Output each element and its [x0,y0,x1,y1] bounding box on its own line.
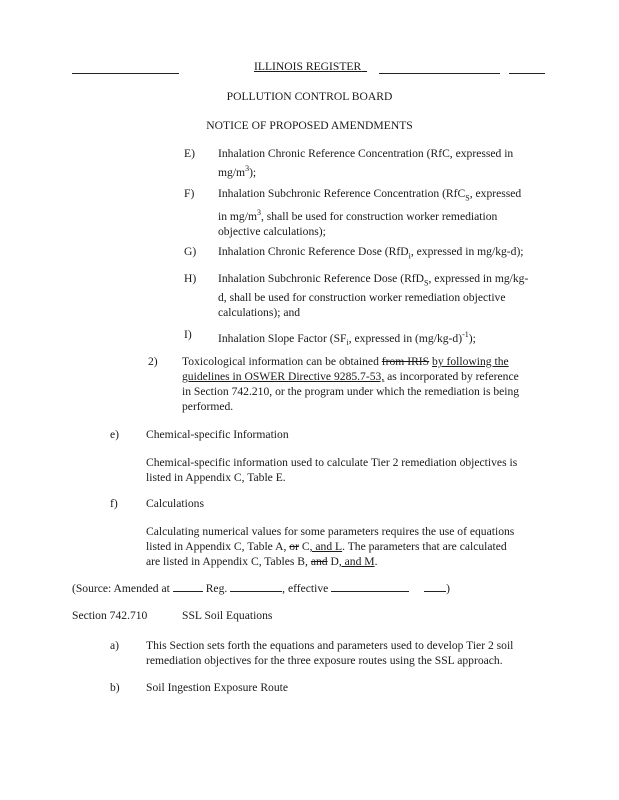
item-2-text: Toxicological information can be obtained from IRIS by following the guidelines in OSWER Directive 9285.7-53, as incorporated by reference in Section 742.210, or the program under which the remediation is being performed. [182,355,520,413]
notice-title: NOTICE OF PROPOSED AMENDMENTS [206,119,413,132]
section-number: Section 742.710 [72,609,148,622]
item-f-label: F) [184,187,195,200]
header-rule-mid [379,73,500,74]
item-h-text: Inhalation Subchronic Reference Dose (RfD$_S$, expressed in mg/kg- d, shall be used for construction worker remediation objective calculations); and [218,272,529,320]
section-e-body: Chemical-specific information used to calculate Tier 2 remediation objectives is listed in Appendix C, Table E. [146,456,518,484]
section-e-label: e) [110,428,120,441]
header-rule-left [72,73,179,74]
item-e-text: Inhalation Chronic Reference Concentration (RfC, expressed in $mg/m^3$); [218,147,514,179]
header-rule-right [509,73,545,74]
item-g-text: Inhalation Chronic Reference Dose (RfD$_i$, expressed in mg/kg-d); [218,245,524,261]
item-e-label: E) [184,147,195,160]
section-title: SSL Soil Equations [182,609,273,622]
source-blank-3 [331,580,409,592]
section-f-title: Calculations [146,497,204,510]
sub-b-label: b) [110,681,120,694]
section-f-body: Calculating numerical values for some parameters requires the use of equations listed in Appendix C, Table A, or C, and L. The parameters that are calculated are listed in Appendix C, Tables B, and D, and M. [146,525,515,568]
register-title: ILLINOIS REGISTER [254,60,362,73]
source-blank-4 [424,580,446,592]
sub-a-label: a) [110,639,120,652]
item-i-label: I) [184,328,192,341]
section-e-title: Chemical-specific Information [146,428,289,441]
sub-b-title: Soil Ingestion Exposure Route [146,681,289,694]
section-f-label: f) [110,497,118,510]
item-i-text: Inhalation Slope Factor ($SF_i$, expressed in $(mg/kg-d)^{-1}$); [218,330,476,348]
source-blank-1 [173,580,203,592]
source-blank-2 [230,580,282,592]
source-line: (Source: Amended at Reg. , effective ) [72,582,450,595]
board-title: POLLUTION CONTROL BOARD [226,90,393,103]
item-h-label: H) [184,272,197,285]
sub-a-body: This Section sets forth the equations and parameters used to develop Tier 2 soil remediation objectives for the three exposure routes using the SSL approach. [146,639,514,667]
item-f-text: Inhalation Subchronic Reference Concentration (RfC$_S$, expressed in $mg/m^3$, shall be used for construction worker remediation objective calculations); [218,187,522,239]
item-2-label: 2) [148,355,158,368]
item-g-label: G) [184,245,197,258]
